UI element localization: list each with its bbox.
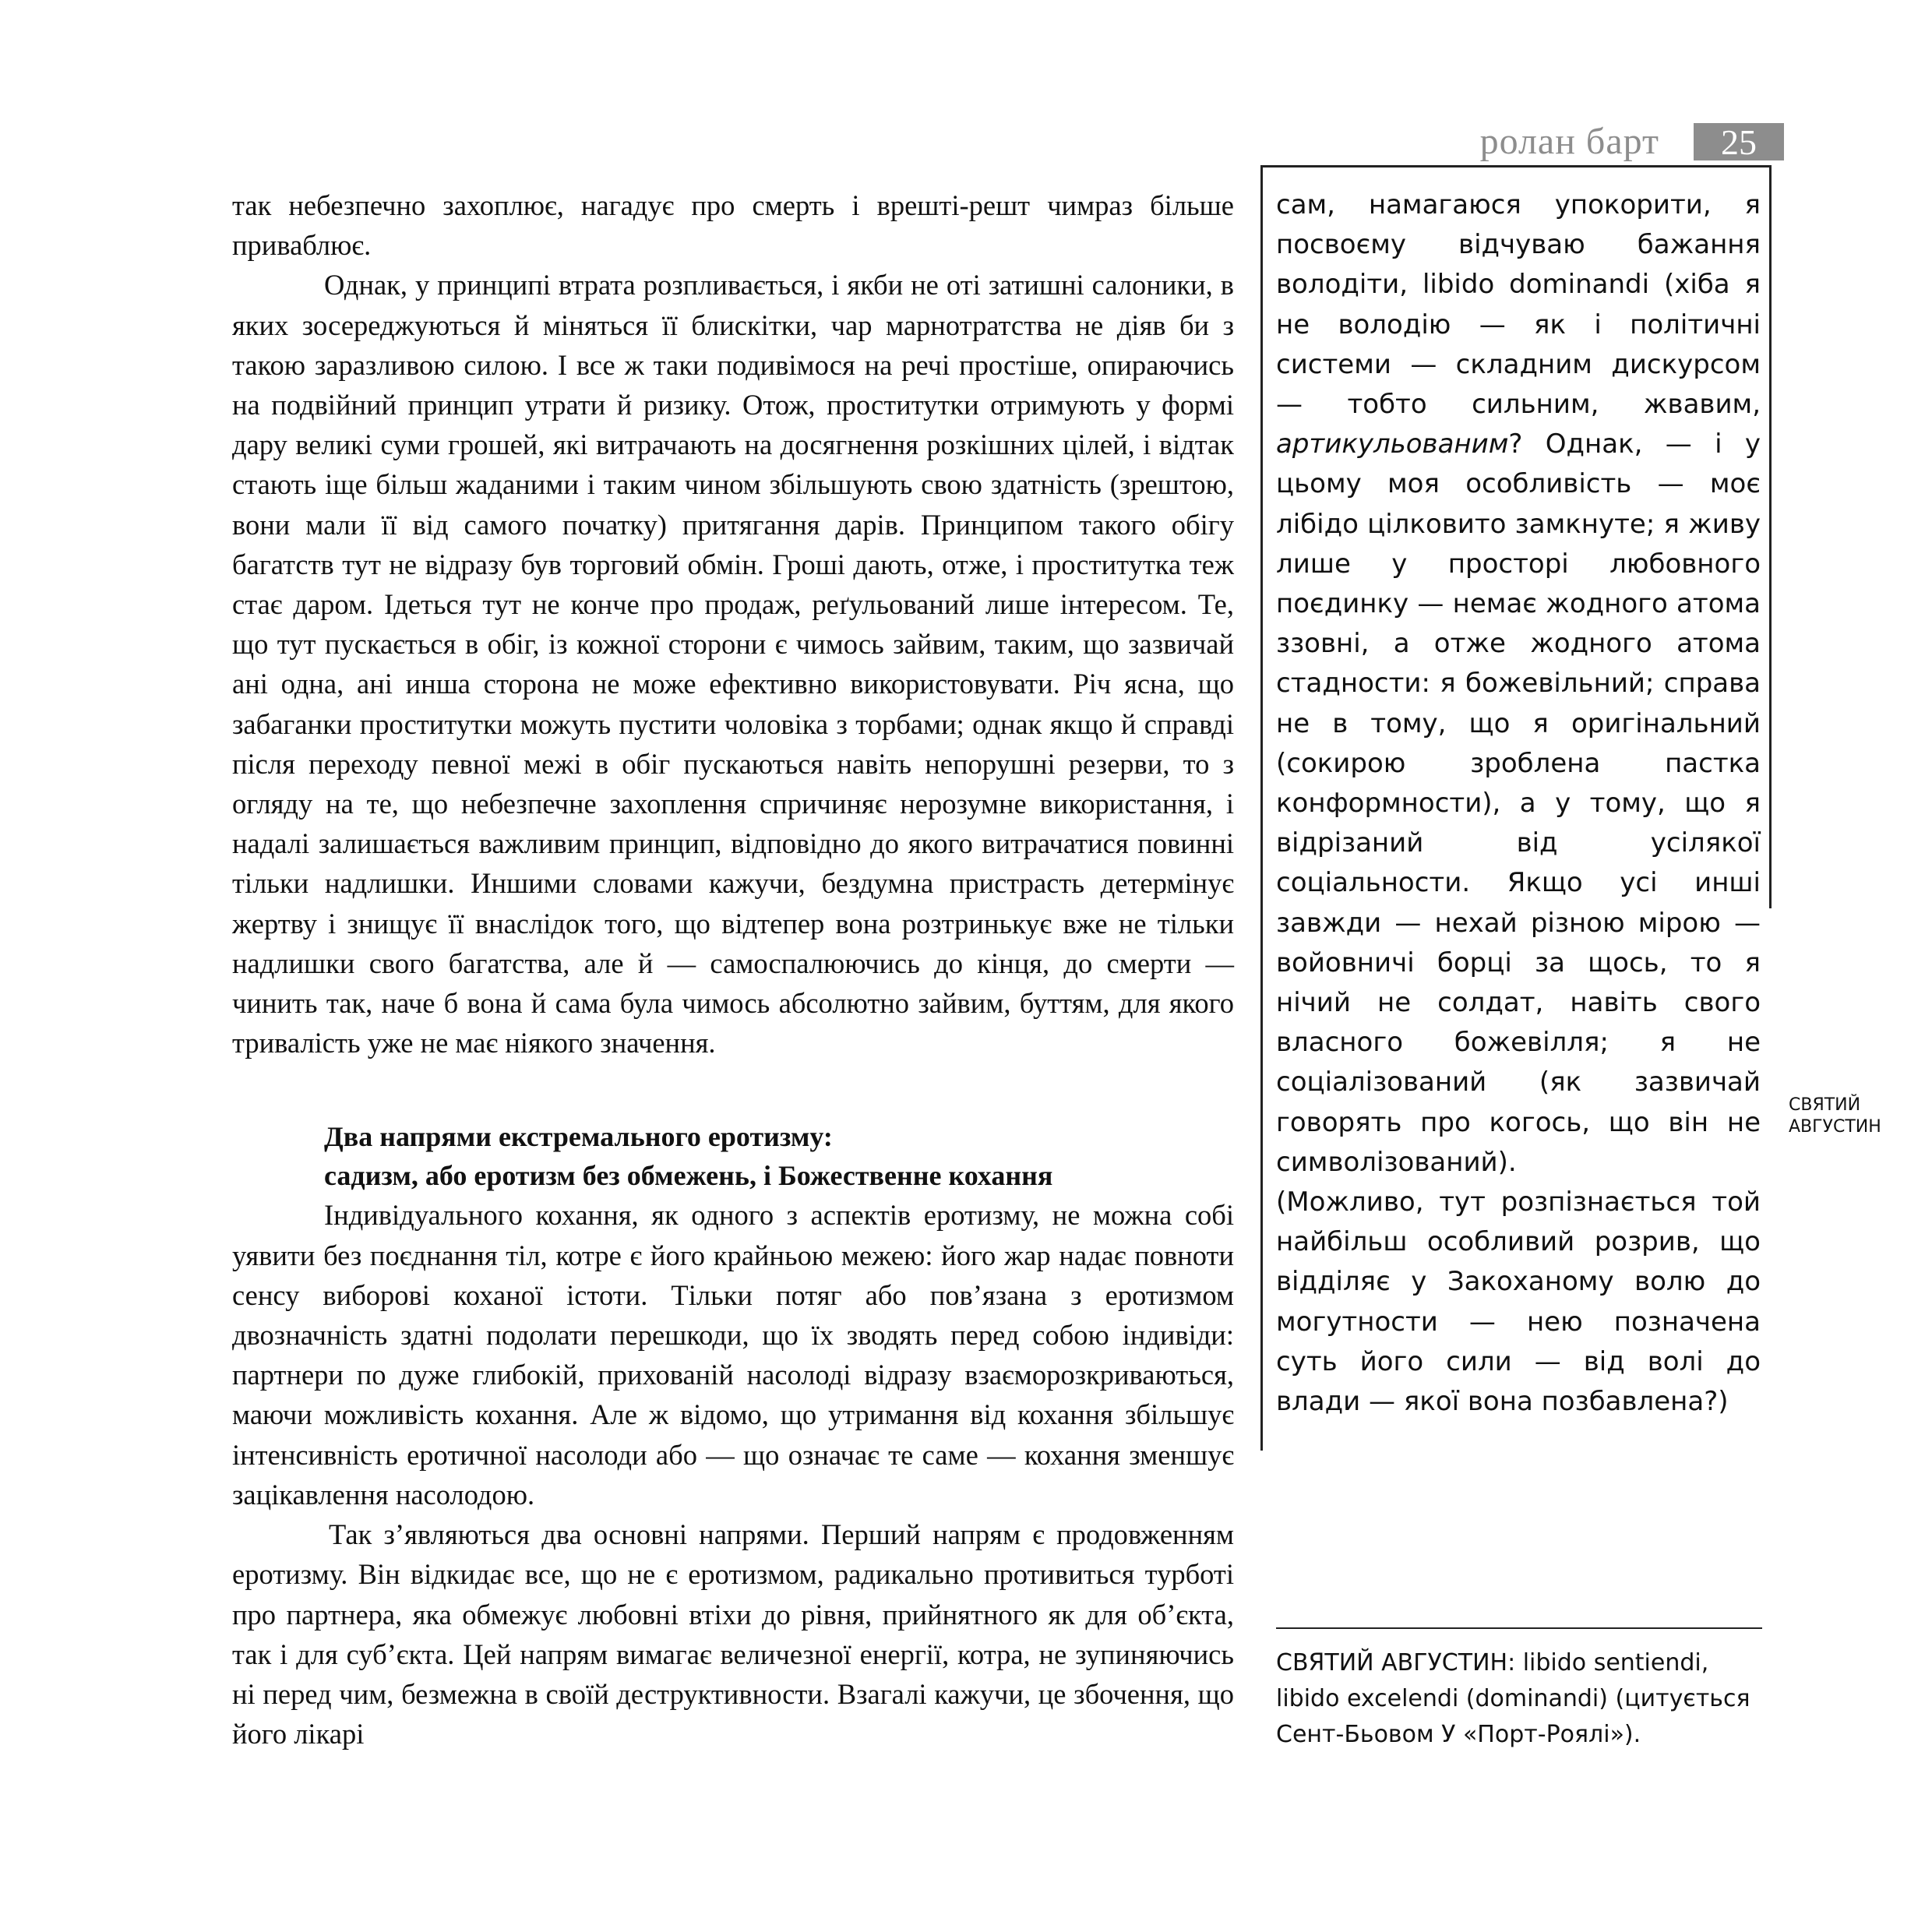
section-heading xyxy=(324,1117,1234,1195)
sidebar-text-after-italic: ? Однак, — і у цьому моя особливість — моє лібідо цілковито замкнуте; я живу лише у просторі любовного поєдинку — немає жодного атома ззовні, а отже жодного атома стадности: я божевільний; справа не в тому, що я оригінальний (сокирою зроблена пастка конформности), а у тому, що я відрізаний від усілякої соціальности. Якщо усі инші завжди — нехай різною мірою — войовничі борці за щось, то я нічий не солдат, навіть свого власного божевілля; я не соціалізований (як зазвичай говорять про когось, що він не символізований). xyxy=(1276,428,1761,1178)
paragraph-2: Однак, у принципі втрата розпливається, і якби не оті затишні салоники, в яких зосереджуються й міняться її блискітки, чар марнотратства не діяв би з такою заразливою силою. І все ж таки подивімося на речі простіше, опираючись на подвійний принцип утрати й ризику. Отож, проститутки отримують у формі дару великі суми грошей, які витрачають на досягнення розкішних цілей, і відтак стають іще більш жаданими і таким чином збільшують свою здатність (зрештою, вони мали її від самого початку) притягання дарів. Принципом такого обігу багатств тут не відразу був торговий обмін. Гроші дають, отже, і проститутка теж стає даром. Ідеться тут не конче про продаж, реґульований лише інтересом. Те, що тут пускається в обіг, із кожної сторони є чимось зайвим, таким, що зазвичай ані одна, ані инша сторона не може ефективно використовувати. Річ ясна, що забаганки проститутки можуть пустити чоловіка з торбами; однак якщо й справді після переходу певної межі в обіг пускаються навіть непорушні резерви, то з огляду на те, що небезпечне захоплення спричиняє нерозумне використання, і надалі залишається важливим принцип, відповідно до якого витрачатися повинні тільки надлишки. Иншими словами кажучи, бездумна пристрасть детермінує жертву і знищує її внаслідок того, що відтепер вона розтринькує вже не тільки надлишки свого багатства, але й — самоспалюючись до кінця, до смерти — чинить так, наче б вона й сама була чимось абсолютно зайвим, буттям, для якого тривалість уже не має ніякого значення. xyxy=(232,269,1234,1059)
section-heading-line-1: Два напрями екстремального еротизму: xyxy=(324,1121,833,1153)
author-name: ролан барт xyxy=(1479,121,1659,162)
sidebar-paragraph-2: (Можливо, тут розпізнається той найбільш особливий розрив, що відділяє у Закоханому волю до могутности — нею позначена суть його сили — від волі до влади — якої вона позбавлена?) xyxy=(1276,1186,1761,1418)
footnote-rule xyxy=(1276,1627,1762,1629)
margin-label-line-2: АВГУСТИН xyxy=(1789,1117,1881,1137)
sidebar-top-rule xyxy=(1260,165,1772,167)
margin-label xyxy=(1789,1095,1913,1138)
paragraph-4: Так з’являються два основні напрями. Перший напрям є продовженням еротизму. Він відкидає все, що не є еротизмом, радикально противиться турботі про партнера, яка обмежує любовні втіхи до рівня, прийнятного як для об’єкта, так і для суб’єкта. Цей напрям вимагає величезної енергії, котра, не зупиняючись ні перед чим, безмежна в своїй деструктивности. Взагалі кажучи, це збочення, що його лікарі xyxy=(232,1518,1234,1750)
sidebar-italic-word: артикульованим xyxy=(1276,428,1509,460)
main-column xyxy=(232,185,1234,1754)
running-head xyxy=(1449,123,1768,160)
margin-label-line-1: СВЯТИЙ xyxy=(1789,1095,1861,1115)
sidebar-left-rule xyxy=(1260,165,1263,1451)
footnote: СВЯТИЙ АВГУСТИН: libido sentiendi, libido excelendi (dominandi) (цитується Сент-Бьовом У «Порт-Роялі»). xyxy=(1276,1649,1750,1748)
page-number: 25 xyxy=(1694,123,1784,160)
sidebar-right-rule xyxy=(1769,165,1772,908)
sidebar-column xyxy=(1276,185,1761,1422)
paragraph-1: так небезпечно захоплює, нагадує про смерть і врешті-решт чимраз більше приваблює. xyxy=(232,189,1234,262)
sidebar-text-before-italic: сам, намагаюся упокорити, я посвоєму відчуваю бажання володіти, libido dominandi (хіба я не володію — як і політичні системи — складним дискурсом — тобто сильним, жвавим, xyxy=(1276,189,1761,421)
sidebar-paragraph-1 xyxy=(1276,185,1761,1183)
paragraph-3: Індивідуального кохання, як одного з аспектів еротизму, не можна собі уявити без поєднання тіл, котре є його крайньою межею: його жар надає повноти сенсу виборові коханої істоти. Тільки потяг або пов’язана з еротизмом двозначність здатні подолати перешкоди, що їх зводять перед собою індивіди: партнери по дуже глибокій, прихованій насолоді відразу взаєморозкриваються, маючи можливість кохання. Але ж відомо, що утримання від кохання збільшує інтенсивність еротичної насолоди або — що означає те саме — кохання зменшує зацікавлення насолодою. xyxy=(232,1199,1234,1511)
section-heading-line-2: садизм, або еротизм без обмежень, і Божественне кохання xyxy=(324,1160,1053,1192)
